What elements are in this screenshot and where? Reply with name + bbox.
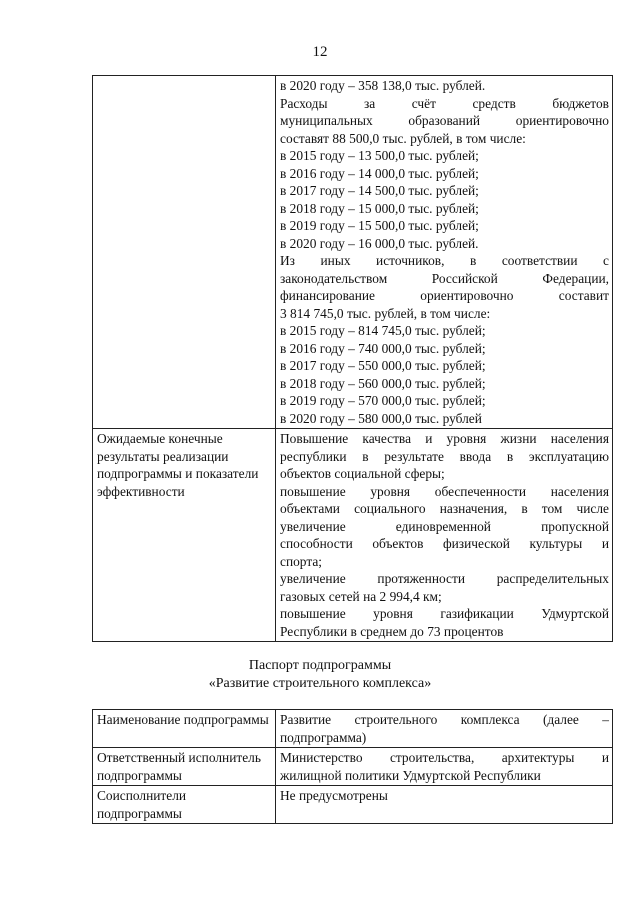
row-label-cell <box>93 76 276 429</box>
passport-title <box>0 657 640 693</box>
table-row <box>93 710 613 748</box>
row-label-cell: Ответственный исполнитель подпрограммы <box>93 748 276 786</box>
text-line: в 2019 году – 570 000,0 тыс. рублей; <box>280 393 486 408</box>
text-line: в 2017 году – 550 000,0 тыс. рублей; <box>280 358 486 373</box>
text-line: в 2020 году – 16 000,0 тыс. рублей. <box>280 235 479 251</box>
text-line: 3 814 745,0 тыс. рублей, в том числе: <box>280 305 491 321</box>
text-line: подпрограмма) <box>280 729 367 745</box>
text-line: Расходы за счёт средств бюджетов <box>280 95 609 111</box>
text-line: законодательством Российской Федерации, <box>280 270 609 286</box>
text-line: спорта; <box>280 553 323 569</box>
table-row <box>93 76 613 429</box>
text-line: республики в результате ввода в эксплуатацию <box>280 448 609 464</box>
passport-title-line: Паспорт подпрограммы <box>248 658 392 673</box>
text-line: повышение уровня газификации Удмуртской <box>280 606 609 621</box>
text-line: в 2015 году – 814 745,0 тыс. рублей; <box>280 323 486 338</box>
row-label-cell: Ожидаемые конечные результаты реализации подпрограммы и показатели эффективности <box>93 429 276 642</box>
text-line: в 2018 году – 560 000,0 тыс. рублей; <box>280 375 486 391</box>
financing-cell <box>276 76 613 429</box>
subprogram-table-continued <box>92 75 613 642</box>
page-number: 12 <box>312 44 328 60</box>
text-line: объектами социального назначения, в том числе <box>280 501 609 516</box>
text-line: объектов социальной сферы; <box>280 466 445 481</box>
text-line: финансирование ориентировочно составит <box>280 288 609 303</box>
table-row <box>93 429 613 642</box>
row-label-cell: Соисполнители подпрограммы <box>93 786 276 824</box>
text-line: муниципальных образований ориентировочно <box>280 113 609 128</box>
text-line: в 2016 году – 740 000,0 тыс. рублей; <box>280 340 486 356</box>
results-cell <box>276 429 613 642</box>
value-cell <box>276 748 613 786</box>
text-line: Республики в среднем до 73 процентов <box>280 623 504 639</box>
text-line: увеличение протяженности распределительных <box>280 571 609 586</box>
text-line: в 2015 году – 13 500,0 тыс. рублей; <box>280 148 479 163</box>
passport-title-line: «Развитие строительного комплекса» <box>208 676 432 691</box>
text-line: Развитие строительного комплекса (далее – <box>280 712 609 727</box>
text-line: в 2018 году – 15 000,0 тыс. рублей; <box>280 200 479 216</box>
text-line: в 2016 году – 14 000,0 тыс. рублей; <box>280 165 479 181</box>
table-row <box>93 786 613 824</box>
text-line: Не предусмотрены <box>280 788 388 803</box>
text-line: в 2020 году – 580 000,0 тыс. рублей <box>280 410 482 426</box>
text-line: повышение уровня обеспеченности населения <box>280 483 609 499</box>
text-line: Повышение качества и уровня жизни населения <box>280 431 609 446</box>
value-cell <box>276 786 613 824</box>
table-row <box>93 748 613 786</box>
text-line: Из иных источников, в соответствии с <box>280 253 609 268</box>
text-line: в 2019 году – 15 500,0 тыс. рублей; <box>280 218 479 233</box>
value-cell <box>276 710 613 748</box>
row-label-cell: Наименование подпрограммы <box>93 710 276 748</box>
text-line: газовых сетей на 2 994,4 км; <box>280 588 442 604</box>
text-line: составят 88 500,0 тыс. рублей, в том числе: <box>280 130 526 146</box>
text-line: Министерство строительства, архитектуры и <box>280 750 609 765</box>
subprogram-passport-table <box>92 709 613 824</box>
text-line: в 2017 году – 14 500,0 тыс. рублей; <box>280 183 479 198</box>
text-line: в 2020 году – 358 138,0 тыс. рублей. <box>280 78 486 93</box>
text-line: увеличение единовременной пропускной <box>280 518 609 534</box>
text-line: способности объектов физической культуры и <box>280 536 609 551</box>
text-line: жилищной политики Удмуртской Республики <box>280 767 541 783</box>
